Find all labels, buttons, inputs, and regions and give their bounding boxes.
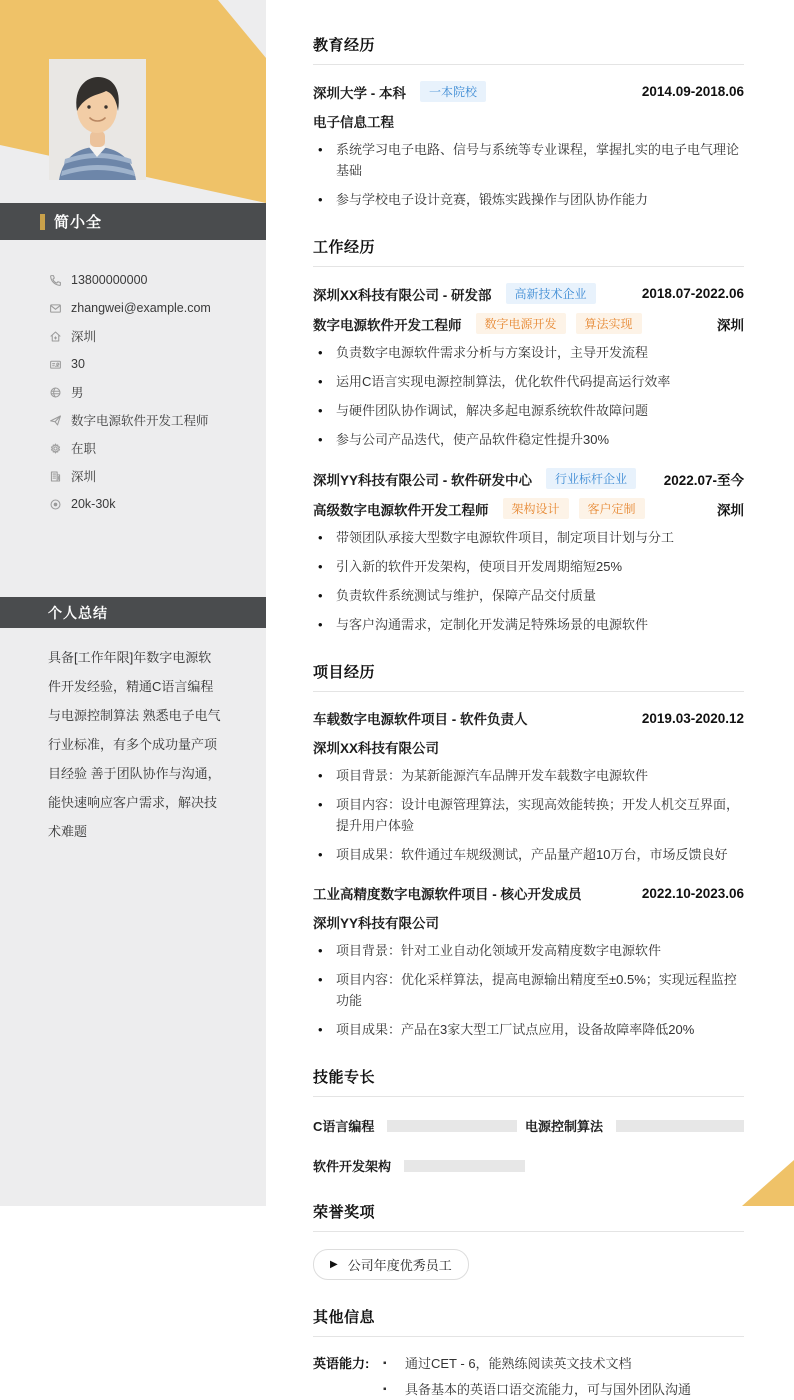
contact-phone: [48, 266, 248, 294]
project-bullet: • 项目内容：优化采样算法，提高电源输出精度至±0.5%；实现远程监控功能: [313, 969, 744, 1011]
honor-badge: [313, 1249, 469, 1280]
skill-item: [313, 1116, 525, 1135]
contact-salary: [48, 490, 248, 518]
skill-bar: [616, 1120, 744, 1132]
home-icon: [48, 329, 62, 343]
school-tag: 一本院校: [420, 81, 486, 102]
other-bullet: ▪ 通过CET - 6，能熟练阅读英文技术文档: [381, 1353, 691, 1374]
company-name: 深圳XX科技有限公司 - 研发部: [313, 287, 492, 303]
education-title: 教育经历: [313, 34, 744, 65]
candidate-name: 简小全: [54, 214, 103, 231]
play-triangle-icon: ▶: [330, 1259, 338, 1270]
education-date: 2014.09-2018.06: [641, 84, 744, 99]
project-entry-1: [313, 708, 744, 865]
role-tag: 架构设计: [503, 498, 569, 519]
work-title: 工作经历: [313, 236, 744, 267]
education-bullet: • 参与学校电子设计竞赛，锻炼实践操作与团队协作能力: [313, 189, 744, 210]
project2-name-row: [313, 883, 744, 903]
contact-status: [48, 434, 248, 462]
company-name: 深圳YY科技有限公司 - 软件研发中心: [313, 472, 533, 488]
contact-status-value: 在职: [71, 442, 97, 456]
job-bullet: • 参与公司产品迭代，使产品软件稳定性提升30%: [313, 429, 744, 450]
skill-item: [313, 1156, 525, 1175]
education-bullets: [313, 139, 744, 210]
job-bullet: • 负责数字电源软件需求分析与方案设计，主导开发流程: [313, 342, 744, 363]
name-accent-bar: [40, 214, 45, 230]
project2-date: 2022.10-2023.06: [641, 885, 744, 901]
contact-age-value: 30: [71, 357, 85, 371]
project1-name-row: [313, 708, 744, 728]
contact-job-title: [48, 406, 248, 434]
yellow-bottom-corner-decoration: [742, 1160, 794, 1206]
project-name: 工业高精度数字电源软件项目 - 核心开发成员: [313, 887, 582, 902]
contact-email: [48, 294, 248, 322]
job2-date: 2022.07-至今: [663, 472, 744, 488]
project2-bullets: [313, 940, 744, 1040]
company-tag: 高新技术企业: [506, 283, 596, 304]
target-icon: [48, 497, 62, 511]
project-bullet: • 项目成果：软件通过车规级测试，产品量产超10万台，市场反馈良好: [313, 844, 744, 865]
job-bullet: • 与硬件团队协作调试，解决多起电源系统软件故障问题: [313, 400, 744, 421]
main-column: [313, 34, 744, 1400]
skill-name: C语言编程: [313, 1119, 375, 1134]
job1-company-row: [313, 283, 744, 304]
project-entry-2: [313, 883, 744, 1040]
skills-title: 技能专长: [313, 1066, 744, 1097]
skill-name: 软件开发架构: [313, 1159, 392, 1174]
job-bullet: • 运用C语言实现电源控制算法，优化软件代码提高运行效率: [313, 371, 744, 392]
job-entry-1: [313, 283, 744, 450]
section-education: [313, 34, 744, 210]
avatar: [49, 59, 146, 180]
contact-job-title-value: 数字电源软件开发工程师: [71, 414, 209, 428]
id-card-icon: [48, 357, 62, 371]
job-bullet: • 与客户沟通需求，定制化开发满足特殊场景的电源软件: [313, 614, 744, 635]
summary-text: 具备[工作年限]年数字电源软件开发经验，精通C语言编程与电源控制算法 熟悉电子电气行业标准，有多个成功量产项目经验 善于团队协作与沟通，能快速响应客户需求，解决技术难题: [48, 650, 221, 839]
project-bullet: • 项目成果：产品在3家大型工厂试点应用，设备故障率降低20%: [313, 1019, 744, 1040]
contact-phone-value: 13800000000: [71, 273, 148, 287]
role-name: 数字电源软件开发工程师: [313, 317, 462, 333]
contact-city: [48, 462, 248, 490]
job-entry-2: [313, 468, 744, 635]
job1-bullets: [313, 342, 744, 450]
send-icon: [48, 413, 62, 427]
summary-title: 个人总结: [48, 604, 108, 621]
section-other: [313, 1306, 744, 1400]
project-bullet: • 项目背景：为某新能源汽车品牌开发车载数字电源软件: [313, 765, 744, 786]
job-bullet: • 负责软件系统测试与维护，保障产品交付质量: [313, 585, 744, 606]
other-label: 英语能力:: [313, 1356, 370, 1371]
section-skills: [313, 1066, 744, 1175]
role-tag: 数字电源开发: [476, 313, 566, 334]
sidebar: [0, 0, 266, 1206]
skill-bar: [404, 1160, 525, 1172]
skill-bar: [387, 1120, 517, 1132]
major-name: 电子信息工程: [313, 115, 394, 130]
summary-banner: [0, 597, 266, 628]
role-tag: 客户定制: [579, 498, 645, 519]
honor-badge-label: 公司年度优秀员工: [347, 1258, 452, 1273]
job1-date: 2018.07-2022.06: [641, 286, 744, 301]
job1-location: 深圳: [717, 317, 744, 333]
project-name: 车载数字电源软件项目 - 软件负责人: [313, 712, 528, 727]
education-major-row: [313, 111, 744, 131]
project-bullet: • 项目内容：设计电源管理算法，实现高效能转换；开发人机交互界面，提升用户体验: [313, 794, 744, 836]
building-icon: [48, 469, 62, 483]
skill-item: [525, 1116, 744, 1135]
job-bullet: • 带领团队承接大型数字电源软件项目，制定项目计划与分工: [313, 527, 744, 548]
job2-location: 深圳: [717, 502, 744, 518]
company-tag: 行业标杆企业: [546, 468, 636, 489]
contact-list: [48, 266, 248, 518]
contact-email-value: zhangwei@example.com: [71, 301, 211, 315]
contact-age: [48, 350, 248, 378]
mail-icon: [48, 301, 62, 315]
contact-city-value: 深圳: [71, 470, 97, 484]
phone-icon: [48, 273, 62, 287]
contact-hometown-value: 深圳: [71, 330, 97, 344]
section-work: [313, 236, 744, 635]
gear-icon: [48, 441, 62, 455]
job2-company-row: [313, 468, 744, 489]
section-projects: [313, 661, 744, 1040]
job1-role-row: [313, 313, 744, 334]
education-bullet: • 系统学习电子电路、信号与系统等专业课程，掌握扎实的电子电气理论基础: [313, 139, 744, 181]
other-title: 其他信息: [313, 1306, 744, 1337]
honors-title: 荣誉奖项: [313, 1201, 744, 1232]
skills-grid: [313, 1116, 744, 1175]
project-company: 深圳YY科技有限公司: [313, 916, 440, 931]
school-name: 深圳大学 - 本科: [313, 85, 406, 101]
project-bullet: • 项目背景：针对工业自动化领域开发高精度数字电源软件: [313, 940, 744, 961]
section-honors: [313, 1201, 744, 1280]
role-name: 高级数字电源软件开发工程师: [313, 502, 489, 518]
contact-gender-value: 男: [71, 386, 84, 400]
contact-hometown: [48, 322, 248, 350]
name-banner: [0, 203, 266, 240]
job2-bullets: [313, 527, 744, 635]
role-tag: 算法实现: [576, 313, 642, 334]
project1-bullets: [313, 765, 744, 865]
gender-icon: [48, 385, 62, 399]
project2-company-row: [313, 912, 744, 932]
job-bullet: • 引入新的软件开发架构，使项目开发周期缩短25%: [313, 556, 744, 577]
job2-role-row: [313, 498, 744, 519]
project1-date: 2019.03-2020.12: [641, 710, 744, 726]
contact-salary-value: 20k-30k: [71, 497, 116, 511]
projects-title: 项目经历: [313, 661, 744, 692]
education-entry-header: [313, 81, 744, 102]
other-bullet: ▪ 具备基本的英语口语交流能力，可与国外团队沟通: [381, 1379, 691, 1400]
skill-name: 电源控制算法: [525, 1119, 604, 1134]
project1-company-row: [313, 737, 744, 757]
contact-gender: [48, 378, 248, 406]
project-company: 深圳XX科技有限公司: [313, 741, 440, 756]
other-bullets: [381, 1353, 691, 1400]
other-english-row: [313, 1353, 744, 1400]
